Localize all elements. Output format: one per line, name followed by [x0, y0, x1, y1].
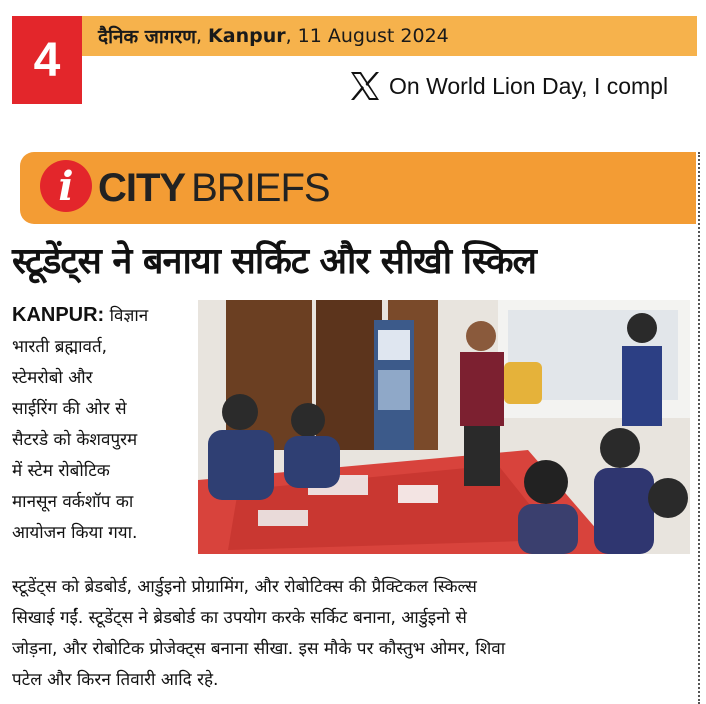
- x-post-text: On World Lion Day, I compl: [389, 72, 669, 99]
- body-line-2: जोड़ना, और रोबोटिक प्रोजेक्ट्स बनाना सीखा. इस मौके पर कौस्तुभ ओमर, शिवा: [12, 639, 506, 659]
- section-title: [98, 164, 330, 212]
- lead-line-2: स्टेमरोबो और: [12, 368, 93, 388]
- paper-name: दैनिक जागरण: [98, 26, 196, 48]
- lead-line-7: आयोजन किया गया.: [12, 523, 138, 543]
- lead-line-6: मानसून वर्कशॉप का: [12, 492, 134, 512]
- body-line-3: पटेल और किरन तिवारी आदि रहे.: [12, 670, 219, 690]
- masthead-band: [82, 16, 697, 56]
- article-photo: [198, 300, 690, 554]
- lead-line-3: साईरिंग की ओर से: [12, 399, 127, 419]
- page-number: 4: [12, 16, 82, 104]
- dateline: KANPUR:: [12, 304, 105, 326]
- column-divider: [698, 152, 700, 704]
- body-line-0: स्टूडेंट्स को ब्रेडबोर्ड, आर्डुइनो प्रोग्रामिंग, और रोबोटिक्स की प्रैक्टिकल स्किल्स: [12, 577, 477, 597]
- section-title-bold: CITY: [98, 165, 186, 210]
- section-title-rest: BRIEFS: [191, 165, 330, 210]
- lead-line-5: में स्टेम रोबोटिक: [12, 461, 110, 481]
- edition-date: 11 August 2024: [297, 25, 449, 47]
- article-body: [12, 572, 692, 696]
- lead-line: [12, 300, 197, 332]
- article-headline: स्टूडेंट्स ने बनाया सर्किट और सीखी स्किल: [12, 241, 536, 282]
- lead-column: [12, 300, 197, 549]
- x-logo-icon: [345, 66, 385, 106]
- body-line-1: सिखाई गईं. स्टूडेंट्स ने ब्रेडबोर्ड का उपयोग करके सर्किट बनाना, आर्डुइनो से: [12, 608, 467, 628]
- x-post-line: [345, 64, 706, 108]
- city-name: Kanpur: [208, 25, 286, 47]
- lead-line-0: विज्ञान: [109, 306, 149, 326]
- masthead-comma-2: ,: [285, 25, 292, 47]
- info-icon: i: [40, 160, 92, 212]
- photo-illustration: [198, 300, 690, 554]
- lead-line-1: भारती ब्रह्मावर्त,: [12, 337, 108, 357]
- lead-line-4: सैटरडे को केशवपुरम: [12, 430, 138, 450]
- masthead-comma: ,: [196, 25, 203, 47]
